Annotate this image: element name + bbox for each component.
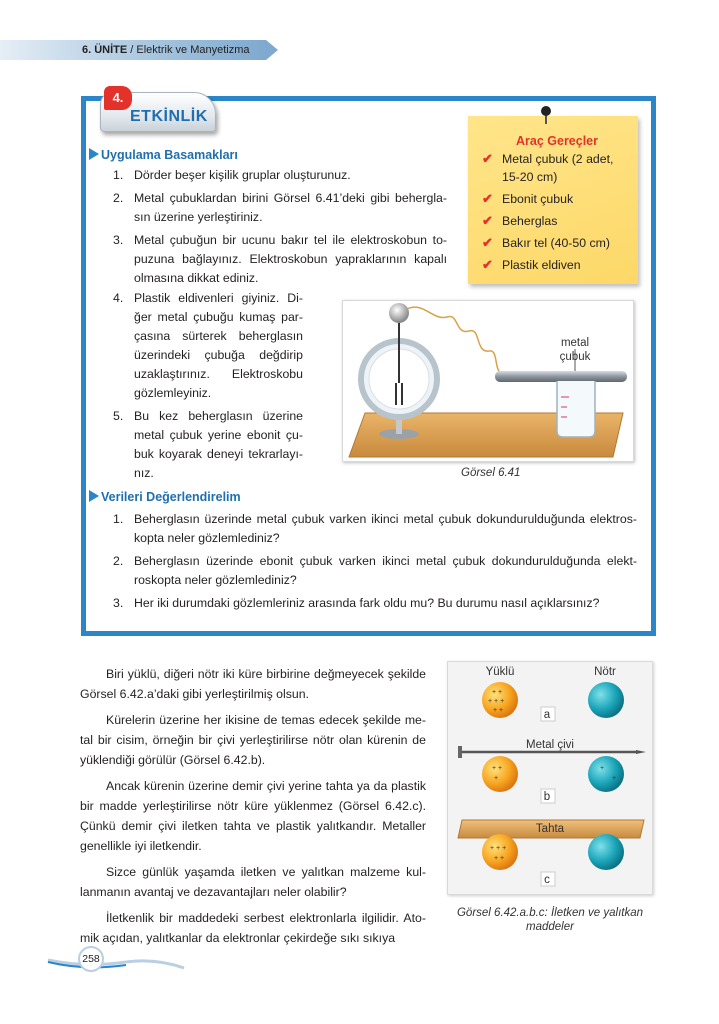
list-item: 2. Beherglasın üzerinde ebonit çubuk varken ikinci metal çubuk dokundurulduğunda elekt- roskopta neler gözlemlediniz?	[113, 554, 637, 587]
svg-text:+ +: + +	[492, 689, 503, 696]
paragraph: İletkenlik bir maddedeki serbest elektronlarla ilgilidir. Ato- mik açıdan, yalıtkanlar da elektronlar çekirdeğe sıkı sıkıya	[80, 911, 426, 945]
list-item: 4. Plastik eldivenleri giyiniz. Di- ğer metal çubuğu kumaş par- çasına sürterek beherglasın üzerindeki çubuğa değdirip uzaklaştırınız. Elektroskobu gözlemleyiniz.	[113, 291, 303, 400]
eval-heading: Verileri Değerlendirelim	[89, 490, 241, 504]
questions-list	[113, 510, 637, 617]
list-item: ✔ Metal çubuk (2 adet, 15-20 cm)	[482, 151, 614, 184]
page-number: 258	[78, 946, 104, 972]
steps-list-b	[113, 289, 303, 487]
spheres-illustration	[448, 662, 653, 895]
neutral-sphere	[588, 682, 624, 718]
charged-sphere	[482, 756, 518, 792]
svg-text:+: +	[600, 765, 605, 772]
neutral-sphere	[588, 834, 624, 870]
list-item: ✔ Plastik eldiven	[482, 257, 581, 272]
svg-text:+ + +: + + +	[490, 845, 507, 852]
svg-text:+: +	[494, 775, 499, 782]
equipment-title: Araç Gereçler	[516, 134, 599, 148]
svg-text:+ +: + +	[492, 765, 503, 772]
figure-6-41	[342, 300, 634, 462]
beaker	[557, 381, 595, 437]
list-item: 5. Bu kez beherglasın üzerine metal çubuk yerine ebonit çu- buk koyarak deneyi tekrarlayı- nız.	[113, 409, 303, 480]
activity-label: ETKİNLİK	[130, 108, 208, 125]
unit-subject: / Elektrik ve Manyetizma	[127, 44, 250, 56]
heading-arrow-icon	[89, 148, 99, 160]
figure-6-42	[447, 661, 653, 895]
metal-rod-label: metal çubuk	[559, 337, 591, 363]
check-icon: ✔	[482, 151, 493, 166]
svg-text:+: +	[612, 775, 617, 782]
list-item: ✔ Bakır tel (40-50 cm)	[482, 235, 610, 250]
svg-text:+ +: + +	[494, 855, 505, 862]
unit-number: 6. ÜNİTE	[82, 44, 128, 56]
heading-arrow-icon	[89, 490, 99, 502]
wood-label: Tahta	[535, 823, 565, 835]
figure-caption: Görsel 6.41	[461, 467, 521, 479]
list-item: 3. Her iki durumdaki gözlemleriniz arasında fark oldu mu? Bu durumu nasıl açıklarsınız?	[113, 596, 600, 610]
unit-title	[82, 44, 250, 56]
list-item: 1. Dörder beşer kişilik gruplar oluşturunuz.	[113, 168, 351, 182]
pushpin-icon	[541, 106, 551, 116]
check-icon: ✔	[482, 191, 493, 206]
equipment-list	[482, 150, 634, 278]
label-a: a	[543, 709, 551, 721]
list-item: 2. Metal çubuklardan birini Görsel 6.41’deki gibi behergla- sın üzerine yerleştiriniz.	[113, 191, 447, 224]
steps-list-a	[113, 166, 447, 292]
nail-label: Metal çivi	[526, 739, 574, 751]
page-swoosh	[46, 938, 186, 972]
paragraph: Kürelerin üzerine her ikisine de temas edecek şekilde me- tal bir cisim, örneğin bir çivi yerleştirilirse nötr olan kürenin de yüklendiği görülür (Görsel 6.42.b).	[80, 713, 426, 767]
paragraph: Biri yüklü, diğeri nötr iki küre birbirine değmeyecek şekilde Görsel 6.42.a’daki gibi yerleştirilmiş olsun.	[80, 667, 426, 701]
list-item: ✔ Beherglas	[482, 213, 558, 228]
svg-text:+ + +: + + +	[488, 698, 505, 705]
check-icon: ✔	[482, 213, 493, 228]
label-b: b	[543, 791, 551, 803]
charged-label: Yüklü	[485, 666, 515, 678]
charged-teal-sphere	[588, 756, 624, 792]
paragraph: Sizce günlük yaşamda iletken ve yalıtkan malzeme kul- lanmanın avantaj ve dezavantajları neler olabilir?	[80, 865, 426, 899]
svg-text:+ +: + +	[493, 707, 504, 714]
metal-rod	[495, 371, 627, 382]
neutral-label: Nötr	[594, 666, 616, 678]
charged-sphere	[482, 834, 518, 870]
steps-heading: Uygulama Basamakları	[89, 148, 238, 162]
list-item: 3. Metal çubuğun bir ucunu bakır tel ile elektroskobun to- puzuna bağlayınız. Elektroskobun yapraklarının kapalı olmasına dikkat ediniz.	[113, 233, 447, 285]
activity-tab	[100, 86, 216, 134]
page-number-area	[46, 938, 186, 972]
electroscope-knob	[389, 303, 409, 323]
list-item: 1. Beherglasın üzerinde metal çubuk varken ikinci metal çubuk dokundurulduğunda elektros- kopta neler gözlemlediniz?	[113, 512, 637, 545]
figure-caption: Görsel 6.42.a.b.c: İletken ve yalıtkan maddeler	[456, 907, 644, 933]
electroscope-illustration	[343, 301, 634, 462]
list-item: ✔ Ebonit çubuk	[482, 191, 574, 206]
activity-number: 4.	[104, 86, 132, 110]
check-icon: ✔	[482, 235, 493, 250]
check-icon: ✔	[482, 257, 493, 272]
label-c: c	[544, 874, 550, 886]
body-text	[80, 664, 426, 954]
paragraph: Ancak kürenin üzerine demir çivi yerine tahta ya da plastik bir madde yerleştirilirse nötr küre yüklenmez (Görsel 6.42.c). Çünkü demir çivi iletken tahta ve plastik yalıtkandır. Metaller genellikle iyi iletkendir.	[80, 779, 426, 853]
